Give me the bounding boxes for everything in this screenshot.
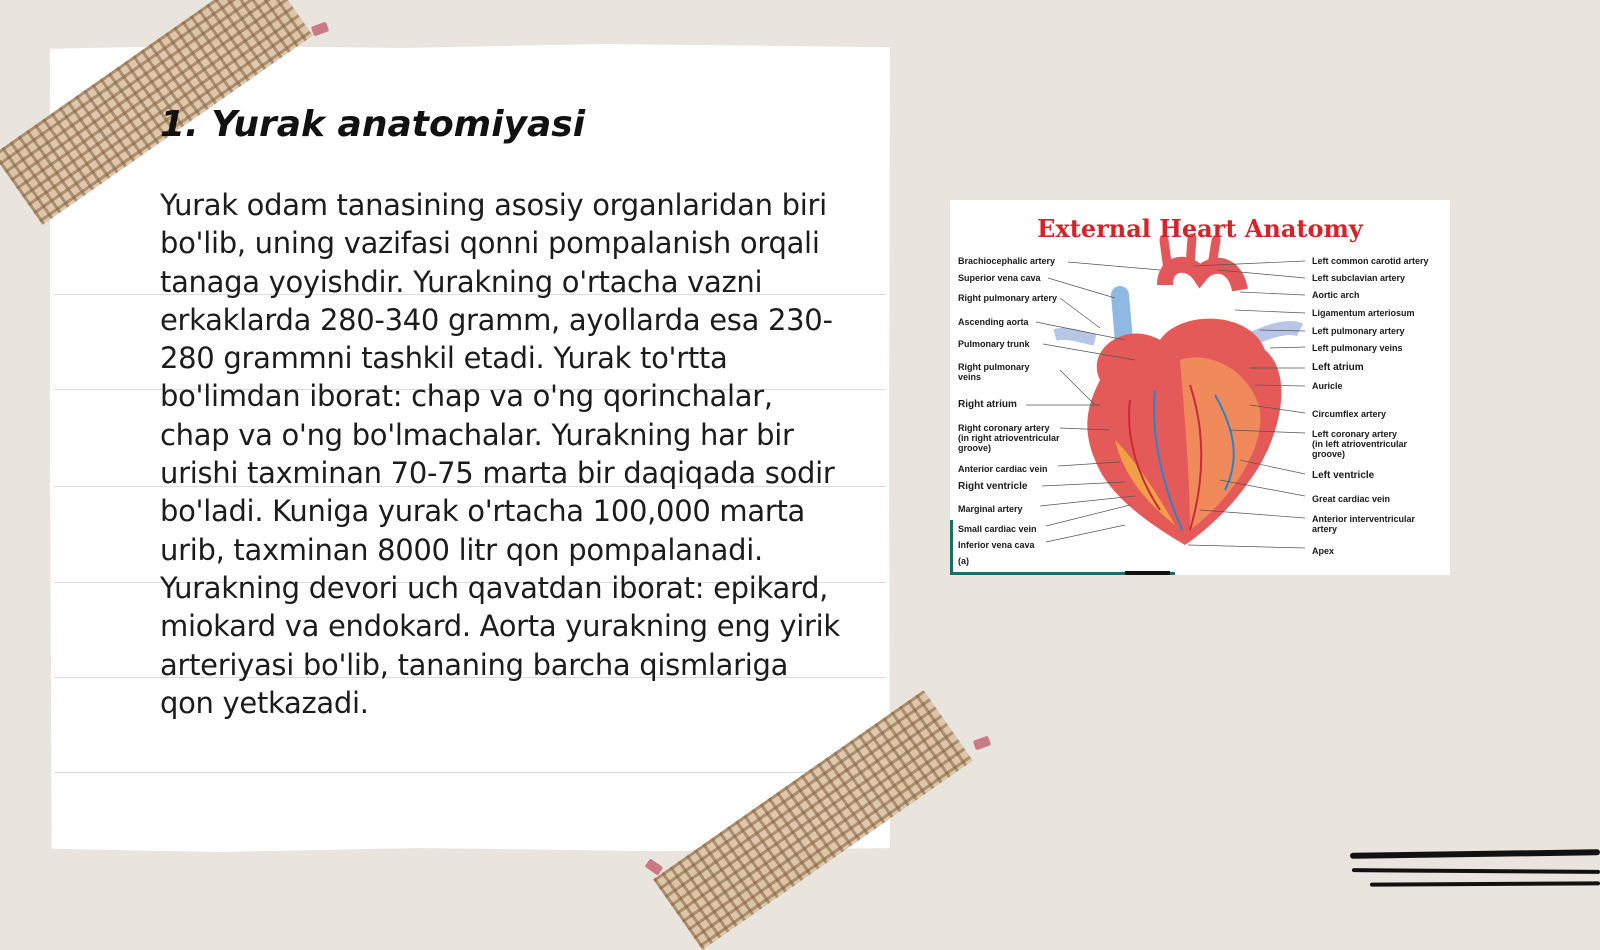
label-ligamentum-arteriosum: Ligamentum arteriosum [1312,308,1415,318]
tape-tab [973,736,991,751]
label-apex: Apex [1312,546,1335,556]
slide-title: 1. Yurak anatomiyasi [160,104,586,145]
label-right-ventricle: Right ventricle [958,481,1028,492]
label-right-atrium: Right atrium [958,399,1017,410]
label-left-ventricle: Left ventricle [1312,470,1375,481]
label-left-common-carotid-artery: Left common carotid artery [1312,256,1429,266]
label-left-coronary-artery: Left coronary artery (in left atrioventricular groove) [1312,429,1408,459]
label-left-atrium: Left atrium [1312,362,1364,373]
label-right-pulmonary-artery: Right pulmonary artery [958,293,1058,303]
figure-title: External Heart Anatomy [1037,214,1363,243]
label-brachiocephalic-artery: Brachiocephalic artery [958,256,1056,266]
label-left-pulmonary-veins: Left pulmonary veins [1312,343,1403,353]
label-anterior-interventricular-artery: Anterior interventricular artery [1312,514,1416,534]
label-figure-part-a: (a) [958,556,969,566]
tape-tab [311,22,329,37]
figure-accent-bar [950,520,953,575]
label-marginal-artery: Marginal artery [958,504,1023,514]
label-auricle: Auricle [1312,381,1343,391]
label-right-coronary-artery: Right coronary artery (in right atrioventricular groove) [958,423,1060,453]
label-pulmonary-trunk: Pulmonary trunk [958,339,1030,349]
label-aortic-arch: Aortic arch [1312,290,1360,300]
label-inferior-vena-cava: Inferior vena cava [958,540,1035,550]
paper-rule [54,772,886,773]
figure-accent-bar [1125,571,1170,575]
label-anterior-cardiac-vein: Anterior cardiac vein [958,464,1048,474]
label-circumflex-artery: Circumflex artery [1312,409,1387,419]
decorative-brush-line [1352,868,1600,874]
label-ascending-aorta: Ascending aorta [958,317,1029,327]
decorative-brush-line [1370,881,1600,886]
label-left-pulmonary-artery: Left pulmonary artery [1312,326,1405,336]
decorative-brush-line [1350,849,1600,858]
label-small-cardiac-vein: Small cardiac vein [958,524,1037,534]
slide-body-text: Yurak odam tanasining asosiy organlaridan biri bo'lib, uning vazifasi qonni pompalanish orqali tanaga yoyishdir. Yurakning o'rtacha vazni erkaklarda 280-340 gramm, ayollarda esa 230-280 grammni tashkil etadi. Yurak to'rtta bo'limdan iborat: chap va o'ng qorinchalar, chap va o'ng bo'lmachalar. Yurakning har bir urishi taxminan 70-75 marta bir daqiqada sodir bo'ladi. Kuniga yurak o'rtacha 100,000 marta urib, taxminan 8000 litr qon pompalanadi. Yurakning devori uch qavatdan iborat: epikard, miokard va endokard. Aorta yurakning eng yirik arteriyasi bo'lib, tananing barcha qismlariga qon yetkazadi. [160,188,840,720]
heart-anatomy-figure [950,200,1450,575]
label-right-pulmonary-veins: Right pulmonary veins [958,362,1030,382]
label-superior-vena-cava: Superior vena cava [958,273,1041,283]
label-great-cardiac-vein: Great cardiac vein [1312,494,1391,504]
label-left-subclavian-artery: Left subclavian artery [1312,273,1406,283]
